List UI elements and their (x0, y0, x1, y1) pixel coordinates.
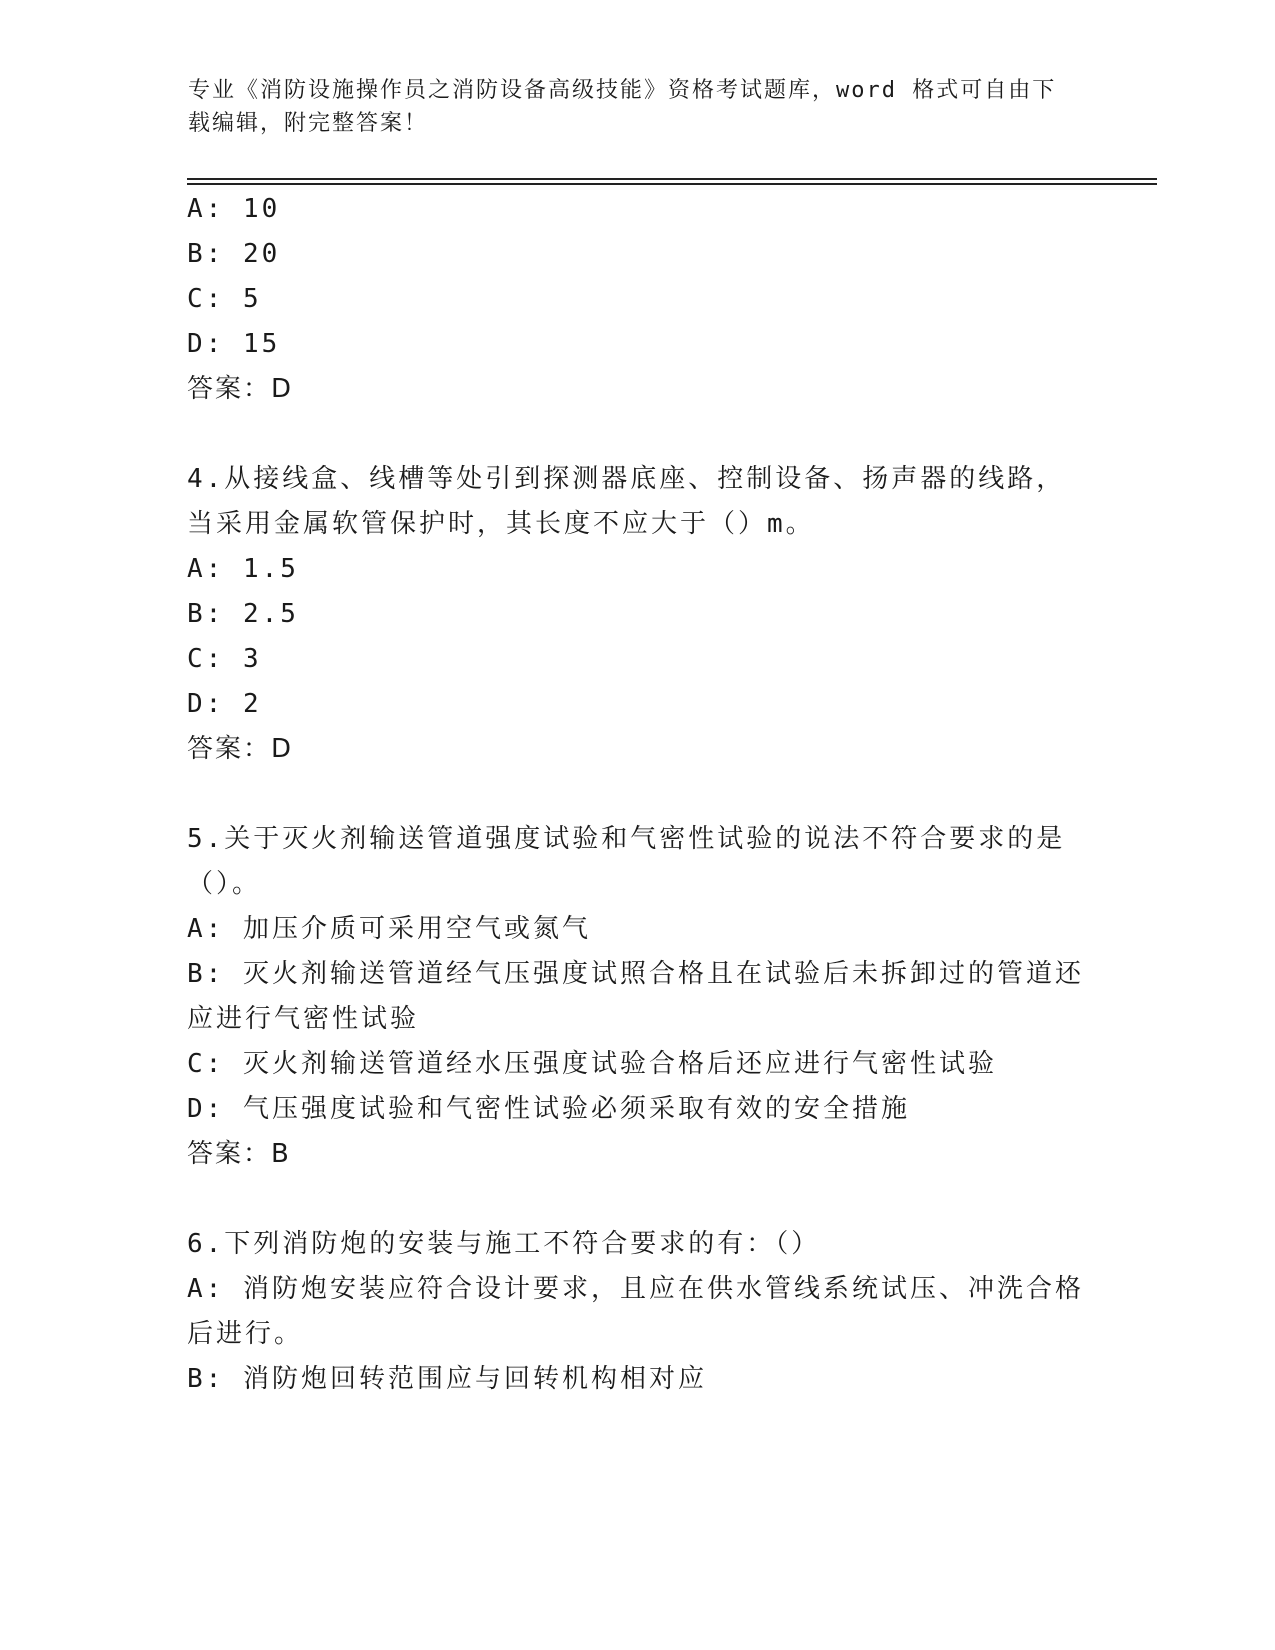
q4-answer: 答案：D (187, 734, 294, 764)
q5-answer: 答案：B (187, 1139, 291, 1169)
header-divider-thick (187, 183, 1157, 185)
q4-option-d: D: 2 (187, 689, 262, 719)
q6-option-a-line-1: A: 消防炮安装应符合设计要求，且应在供水管线系统试压、冲洗合格 (187, 1274, 1084, 1304)
header-divider-thin (187, 178, 1157, 180)
q3-answer: 答案：D (187, 374, 294, 404)
q5-option-c: C: 灭火剂输送管道经水压强度试验合格后还应进行气密性试验 (187, 1049, 997, 1079)
q4-option-a: A: 1.5 (187, 554, 299, 584)
q5-stem-line-2: （）。 (187, 869, 262, 899)
q5-option-b-line-1: B: 灭火剂输送管道经气压强度试照合格且在试验后未拆卸过的管道还 (187, 959, 1084, 989)
header-line-2: 载编辑，附完整答案！ (188, 111, 429, 136)
q3-option-a: A: 10 (187, 194, 281, 224)
q3-option-d: D: 15 (187, 329, 281, 359)
q6-option-a-line-2: 后进行。 (187, 1319, 304, 1349)
q5-option-a: A: 加压介质可采用空气或氮气 (187, 914, 591, 944)
q5-stem-line-1: 5.关于灭火剂输送管道强度试验和气密性试验的说法不符合要求的是 (187, 824, 1066, 854)
q5-option-d: D: 气压强度试验和气密性试验必须采取有效的安全措施 (187, 1094, 910, 1124)
q4-option-b: B: 2.5 (187, 599, 299, 629)
q3-option-c: C: 5 (187, 284, 262, 314)
q6-stem: 6.下列消防炮的安装与施工不符合要求的有：（） (187, 1229, 821, 1259)
q6-option-b: B: 消防炮回转范围应与回转机构相对应 (187, 1364, 707, 1394)
q4-stem-line-1: 4.从接线盒、线槽等处引到探测器底座、控制设备、扬声器的线路， (187, 464, 1066, 494)
header-line-1: 专业《消防设施操作员之消防设备高级技能》资格考试题库，word 格式可自由下 (188, 78, 1057, 103)
q4-stem-line-2: 当采用金属软管保护时，其长度不应大于（）m。 (187, 509, 815, 539)
document-header (188, 74, 1088, 140)
q5-option-b-line-2: 应进行气密性试验 (187, 1004, 420, 1034)
q4-option-c: C: 3 (187, 644, 262, 674)
q3-option-b: B: 20 (187, 239, 281, 269)
